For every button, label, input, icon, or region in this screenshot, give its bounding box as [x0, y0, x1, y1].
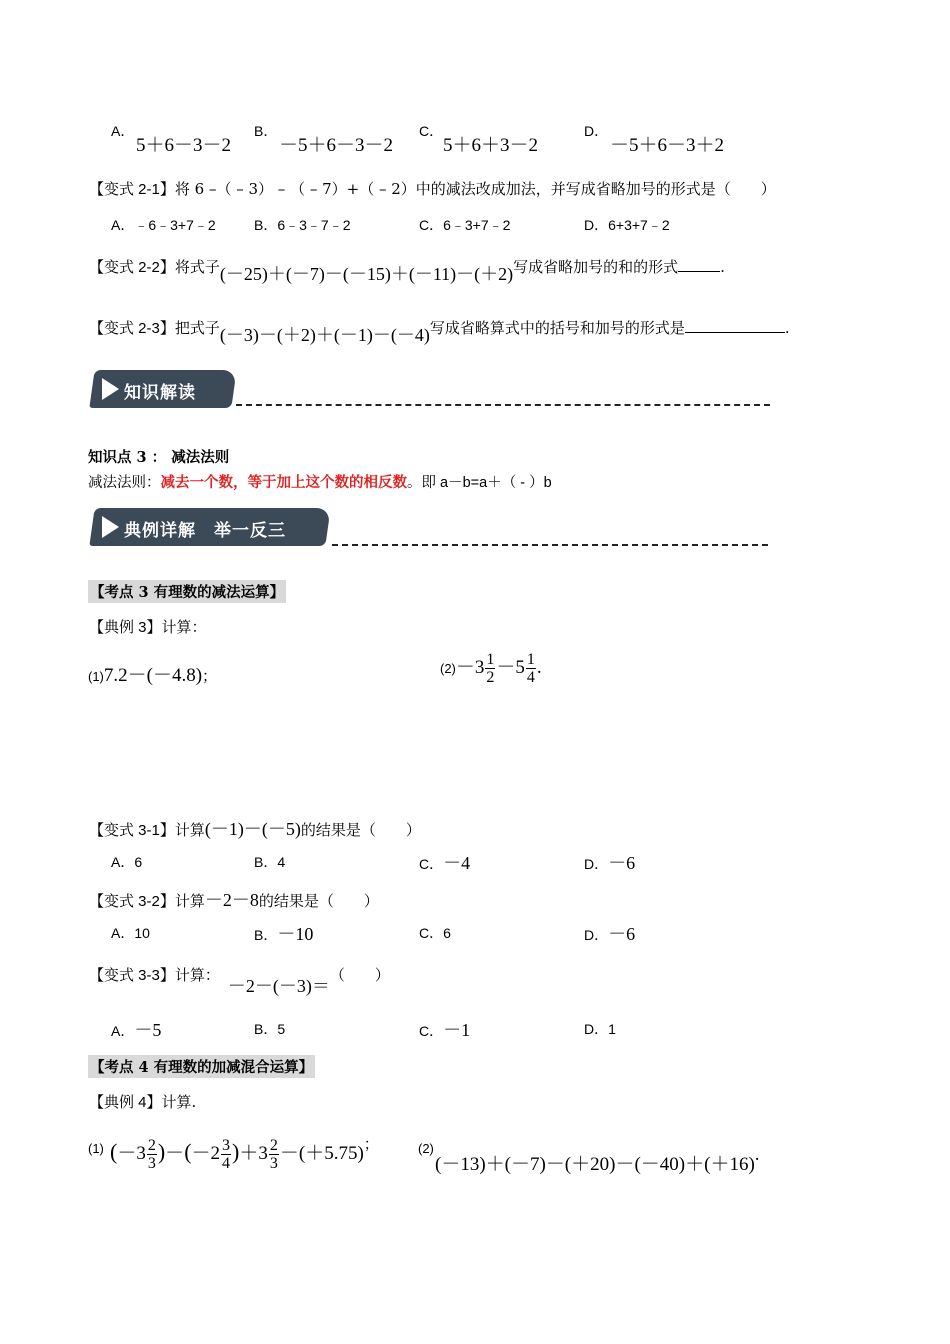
option-label: A．	[111, 1023, 135, 1039]
paren-close: )	[232, 1139, 240, 1164]
part-label: (1)	[88, 1141, 104, 1156]
question-tag: 【典例 3】	[89, 619, 162, 636]
part-end: .	[754, 1144, 760, 1165]
v31-option-c	[419, 849, 470, 875]
knowledge-point-title: 知识点 3 ： 减法法则	[88, 449, 230, 466]
exam-point-3: 【考点 3 有理数的减法运算】	[88, 580, 286, 603]
option-a-expr: 5＋6－3－2	[136, 135, 232, 156]
subtraction-rule	[88, 471, 552, 492]
question-post: 写成省略加号的和的形式	[513, 258, 679, 276]
question-v31	[89, 815, 421, 841]
question-pre: 计算	[174, 821, 205, 839]
question-tag: 【典例 4】	[89, 1094, 162, 1111]
option-b-label: B．	[254, 123, 278, 139]
option-value: －6	[608, 853, 636, 873]
exam-point-4: 【考点 4 有理数的加减混合运算】	[88, 1055, 315, 1078]
numerator: 1	[526, 651, 535, 668]
example-4-part-1	[110, 1137, 379, 1172]
part-end: ；	[202, 667, 218, 685]
option-d-label: D．	[584, 123, 609, 139]
part-label: (2)	[418, 1141, 434, 1156]
option-label: D．	[584, 927, 609, 943]
fraction	[269, 1137, 279, 1172]
v32-option-b	[254, 920, 313, 946]
v21-option-b: B．6﹣3﹣7﹣2	[254, 217, 351, 233]
banner-title: 典例详解 举一反三	[124, 521, 286, 541]
option-label: B．	[254, 927, 278, 943]
v31-option-b: B．4	[254, 854, 286, 870]
v21-option-c: C．6﹣3+7﹣2	[419, 217, 511, 233]
fraction	[485, 651, 495, 686]
denominator: 4	[526, 669, 535, 686]
question-pre: 计算：	[174, 966, 220, 984]
math-expression: (－25)＋(－7)－(－15)＋(－11)－(＋2)	[219, 264, 514, 284]
fraction	[526, 651, 536, 686]
v32-option-a: A．10	[111, 925, 150, 941]
fraction	[221, 1137, 231, 1172]
v21-option-a: A．﹣6﹣3+7﹣2	[111, 217, 216, 233]
question-tag: 【变式 2-2】	[89, 259, 175, 276]
question-tag: 【变式 2-1】	[89, 181, 175, 198]
numerator: 2	[147, 1137, 156, 1154]
question-end: .	[720, 258, 725, 276]
option-value: －6	[608, 924, 636, 944]
v33-option-a	[111, 1016, 161, 1042]
section-banner-examples	[92, 508, 332, 548]
question-pre: 将式子	[174, 258, 220, 276]
v33-option-b: B．5	[254, 1021, 286, 1037]
math-expression: 7.2－(－4.8)	[103, 665, 203, 686]
math-expression: (－13)＋(－7)－(＋20)－(－40)＋(＋16)	[435, 1154, 755, 1175]
question-text: 计算：	[161, 618, 207, 636]
option-label: C．	[419, 1023, 444, 1039]
numerator: 2	[269, 1137, 278, 1154]
math-term: －3	[117, 1143, 146, 1164]
option-value: －4	[443, 853, 471, 873]
part-label: (2)	[440, 661, 456, 676]
section-banner-knowledge	[92, 370, 240, 410]
dashed-divider	[236, 404, 770, 406]
math-term: ＋3	[239, 1143, 268, 1164]
question-v33	[89, 960, 390, 996]
denominator: 3	[269, 1155, 278, 1172]
math-term: －(＋5.75)	[279, 1143, 364, 1164]
answer-blank	[678, 257, 720, 272]
denominator: 2	[486, 669, 495, 686]
option-b-expr: －5＋6－3－2	[279, 135, 394, 156]
question-tag: 【变式 3-3】	[89, 967, 175, 984]
question-tag: 【变式 3-2】	[89, 893, 175, 910]
question-post: 的结果是（ ）	[300, 821, 421, 839]
denominator: 3	[147, 1155, 156, 1172]
option-d-expr: －5＋6－3＋2	[610, 135, 725, 156]
example-4	[89, 1091, 196, 1112]
math-expression: －2－(－3)＝	[227, 976, 330, 996]
math-term: －5	[496, 657, 525, 678]
option-value: －1	[443, 1020, 471, 1040]
question-post: 写成省略算式中的括号和加号的形式是	[429, 319, 685, 337]
rule-label: 减法法则：	[88, 475, 161, 491]
option-label: C．	[419, 856, 444, 872]
v33-option-c	[419, 1016, 470, 1042]
example-3-part-1	[88, 660, 217, 687]
question-v32	[89, 886, 379, 912]
fraction	[147, 1137, 157, 1172]
answer-blank	[685, 318, 785, 333]
play-triangle-icon	[102, 516, 119, 538]
dashed-divider	[332, 544, 768, 546]
question-text: 计算.	[161, 1093, 197, 1111]
part-end: .	[536, 657, 542, 678]
question-tag: 【变式 2-3】	[89, 320, 175, 337]
question-end: .	[784, 319, 790, 337]
question-pre: 把式子	[174, 319, 220, 337]
question-v21	[89, 178, 776, 199]
numerator: 1	[486, 651, 495, 668]
question-pre: 计算	[174, 892, 205, 910]
v33-option-d: D．1	[584, 1021, 616, 1037]
denominator: 4	[222, 1155, 231, 1172]
part-end: ；	[363, 1135, 379, 1153]
v32-option-c: C．6	[419, 925, 451, 941]
paren-open: (	[110, 1139, 118, 1164]
question-text: 将 6 –（ – 3） – （ – 7）+（ – 2）中的减法改成加法，并写成省略加号的形式是（ ）	[174, 180, 776, 198]
option-c-label: C．	[419, 123, 444, 139]
rule-highlight: 减去一个数，等于加上这个数的相反数	[160, 474, 407, 491]
part-label: (1)	[88, 669, 104, 684]
example-4-part-2	[435, 1144, 760, 1176]
math-expression: －2－8	[204, 890, 259, 910]
banner-title: 知识解读	[124, 383, 196, 403]
option-label: D．	[584, 856, 609, 872]
question-v23	[89, 313, 790, 345]
paren-close: )	[157, 1139, 166, 1164]
operator: －	[165, 1143, 185, 1164]
paren-open: (	[184, 1139, 192, 1164]
math-expression: (－3)－(＋2)＋(－1)－(－4)	[219, 325, 430, 345]
option-value: －5	[134, 1020, 162, 1040]
play-triangle-icon	[102, 378, 119, 400]
option-a-label: A．	[111, 123, 135, 139]
math-term: －2	[191, 1143, 221, 1164]
v32-option-d	[584, 920, 635, 946]
option-value: －10	[277, 924, 314, 944]
v31-option-d	[584, 849, 635, 875]
question-tag: 【变式 3-1】	[89, 822, 175, 839]
question-v22	[89, 252, 725, 284]
question-post: （ ）	[329, 966, 390, 984]
v21-option-d: D．6+3+7﹣2	[584, 217, 670, 233]
example-3	[89, 616, 207, 637]
math-expression: (－1)－(－5)	[204, 819, 301, 839]
rule-tail: 。即 a－b=a＋（ - ）b	[407, 475, 552, 491]
math-term: －3	[455, 657, 485, 678]
option-c-expr: 5＋6＋3－2	[443, 135, 539, 156]
question-post: 的结果是（ ）	[258, 892, 379, 910]
numerator: 3	[222, 1137, 231, 1154]
v31-option-a: A．6	[111, 854, 143, 870]
example-3-part-2	[440, 651, 542, 686]
